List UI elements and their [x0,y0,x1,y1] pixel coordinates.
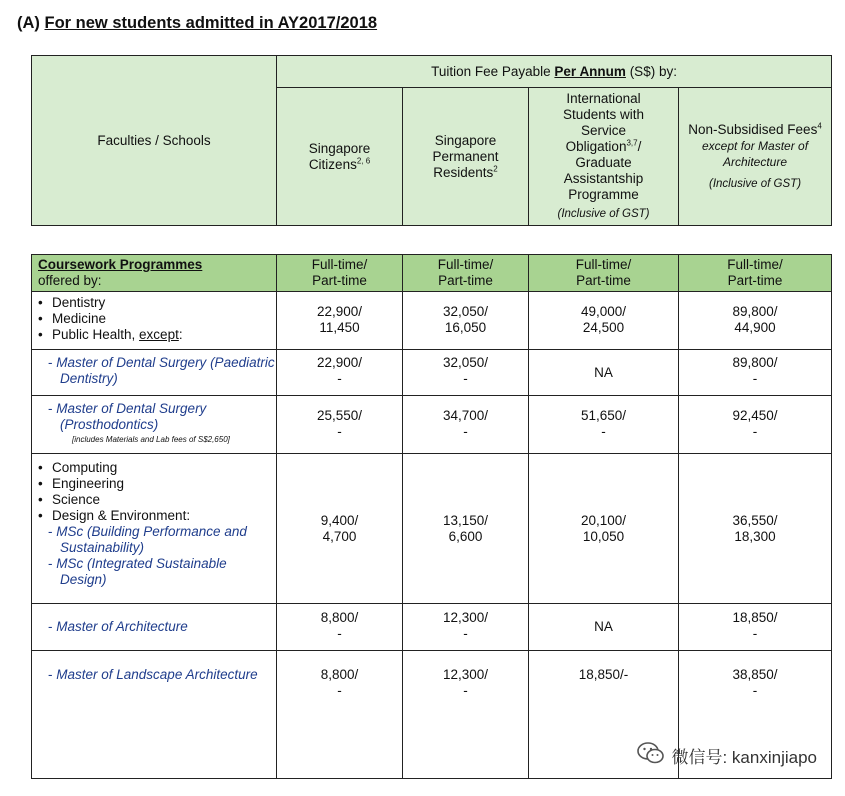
table-row [32,292,832,350]
fee-cell: 18,850/- [529,651,679,779]
fee-cell: 38,850/ - [679,651,832,779]
mode-cell: Full-time/ Part-time [277,255,403,292]
faculty-cell: • Dentistry • Medicine • Public Health, except: [32,292,277,350]
non-subsidised-header: Non-Subsidised Fees$^4$ except for Master of Architecture (Inclusive of GST) [679,88,832,226]
wechat-icon [637,741,665,770]
heading-title: For new students admitted in AY2017/2018 [44,14,378,32]
table-row [32,454,832,604]
citizens-header: Singapore Citizens$^{2, 6}$ [277,88,403,226]
fee-cell: 49,000/ 24,500 [529,292,679,350]
fee-cell: 32,050/ - [403,350,529,396]
programme-cell: - Master of Dental Surgery (Paediatric Dentistry) [32,350,277,396]
tuition-header: Tuition Fee Payable Per Annum (S$) by: [277,56,832,88]
international-header: International Students with Service Obligation$^{3,7}$/ Graduate Assistantship Programme (Inclusive of GST) [529,88,679,226]
fee-cell: 18,850/ - [679,604,832,651]
programme-cell: - Master of Dental Surgery (Prosthodontics) [includes Materials and Lab fees of S$2,650] [32,396,277,454]
table-row [32,396,832,454]
fee-table [31,254,832,779]
fee-cell: NA [529,604,679,651]
table-row [32,604,832,651]
fee-cell: 25,550/ - [277,396,403,454]
programmes-title-cell: Coursework Programmes offered by: [32,255,277,292]
fee-cell: 92,450/ - [679,396,832,454]
fee-cell: 34,700/ - [403,396,529,454]
heading-prefix: (A) [17,14,40,32]
programme-cell: - Master of Landscape Architecture [32,651,277,779]
table-header-row [32,255,832,292]
section-heading [17,14,377,33]
faculty-cell: • Computing • Engineering • Science • Design & Environment: - MSc (Building Performance and Sustainability) - MSc (Integrated Sustainable Design) [32,454,277,604]
header-table [31,55,832,226]
fee-cell: 22,900/ - [277,350,403,396]
fee-cell: 36,550/ 18,300 [679,454,832,604]
fee-cell: 12,300/ - [403,604,529,651]
mode-cell: Full-time/ Part-time [403,255,529,292]
fee-cell: 20,100/ 10,050 [529,454,679,604]
fee-cell: 32,050/ 16,050 [403,292,529,350]
fee-cell: NA [529,350,679,396]
fee-cell: 9,400/ 4,700 [277,454,403,604]
fee-cell: 89,800/ - [679,350,832,396]
fee-cell: 22,900/ 11,450 [277,292,403,350]
faculties-header: Faculties / Schools [32,56,277,226]
table-row [32,350,832,396]
fee-cell: 8,800/ - [277,604,403,651]
watermark-text: 微信号: kanxinjiapo [671,748,817,767]
fee-cell: 12,300/ - [403,651,529,779]
fee-cell: 51,650/ - [529,396,679,454]
watermark [637,741,817,770]
fee-cell: 8,800/ - [277,651,403,779]
pr-header: Singapore Permanent Residents$^2$ [403,88,529,226]
fee-cell: 89,800/ 44,900 [679,292,832,350]
mode-cell: Full-time/ Part-time [529,255,679,292]
programme-cell: - Master of Architecture [32,604,277,651]
fee-cell: 13,150/ 6,600 [403,454,529,604]
mode-cell: Full-time/ Part-time [679,255,832,292]
